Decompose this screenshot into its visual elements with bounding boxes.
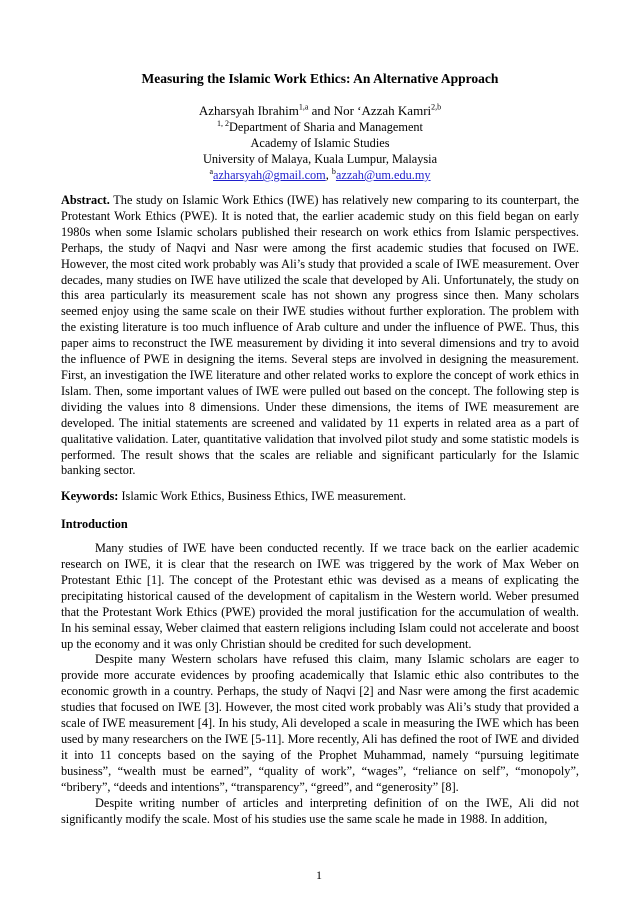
author-2-sup: 2,b xyxy=(431,102,442,112)
abstract xyxy=(61,193,579,479)
introduction-heading: Introduction xyxy=(61,517,128,532)
author-2: and Nor ‘Azzah Kamri xyxy=(308,103,432,118)
author-1: Azharsyah Ibrahim xyxy=(198,103,299,118)
affiliation-emails xyxy=(61,167,579,183)
email-2-sup: b xyxy=(331,166,336,176)
email-1-sup: a xyxy=(209,166,214,176)
author-line xyxy=(61,103,579,119)
intro-paragraph-2: Despite many Western scholars have refused this claim, many Islamic scholars are eager to provide more accurate evidences by proofing academically that Islamic ethic also contributes to the economic growth in a country. Perhaps, the study of Naqvi [2] and Nasr were among the first academic studies that focused on IWE [3]. However, the most cited work probably was Ali’s study that provided a scale of IWE measurement [4]. In his study, Ali developed a scale in measuring the IWE which has been used by many researchers on the IWE [5-11]. More recently, Ali has defined the root of IWE and divided it into 11 concepts based on the saying of the Prophet Muhammad, namely “pursuing legitimate business”, “wealth must be earned”, “quality of work”, “wages”, “reliance on self”, “monopoly”, “bribery”, “deeds and intentions”, “transparency”, “greed”, and “generosity” [8]. xyxy=(61,652,579,794)
dept-sup: 1, 2 xyxy=(217,118,230,128)
affiliation-dept xyxy=(61,119,579,135)
email-1-link[interactable]: azharsyah@gmail.com xyxy=(213,168,326,182)
page-number: 1 xyxy=(316,868,322,882)
paper-title: Measuring the Islamic Work Ethics: An Alternative Approach xyxy=(141,71,499,86)
keywords-label: Keywords: xyxy=(61,489,119,504)
affiliation-academy: Academy of Islamic Studies xyxy=(250,136,390,150)
email-2-link[interactable]: azzah@um.edu.my xyxy=(335,168,431,182)
affiliation-university: University of Malaya, Kuala Lumpur, Malaysia xyxy=(202,152,438,166)
keywords-text: Islamic Work Ethics, Business Ethics, IWE measurement. xyxy=(118,489,407,504)
abstract-label: Abstract. xyxy=(61,193,110,207)
keywords xyxy=(61,489,579,505)
abstract-text: The study on Islamic Work Ethics (IWE) has relatively new comparing to its counterpart, the Protestant Work Ethics (PWE). It is noted that, the earlier academic study on this field began on early 1980s when some Islamic scholars published their research on work ethics from Islamic perspectives. Perhaps, the study of Naqvi and Nasr were among the first academic studies that focused on IWE. However, the most cited work probably was Ali’s study that provided a scale of IWE measurement. Over decades, many studies on IWE have utilized the scale that developed by Ali. Unfortunately, the study on this area particularly its measurement scale has not shown any progress since then. Many scholars seemed enjoy using the same scale on their IWE studies without further exploration. The problem with the existing literature is too much influence of Arab culture and under the influence of PWE. Thus, this paper aims to reconstruct the IWE measurement by dividing it into several dimensions and try to avoid the influence of PWE in designing the items. Several steps are involved in designing the measurement. First, an investigation the IWE literature and other related works to explore the concept of work ethics in Islam. Then, some important values of IWE were pulled out based on the concept. The following step is dividing the values into 8 dimensions. Under these dimensions, the items of IWE measurement are developed. The initial statements are screened and validated by 11 experts in related area as a part of qualitative validation. Later, quantitative validation that involved pilot study and some statistic models is performed. The result shows that the scales are reliable and significant particularly for the Islamic banking sector. xyxy=(61,193,579,478)
intro-paragraph-1: Many studies of IWE have been conducted recently. If we trace back on the earlier academic research on IWE, it is clear that the research on IWE was triggered by the work of Max Weber on Protestant Ethic [1]. The concept of the Protestant ethic was devised as a means of explicating the precipitating historical caused of the development of capitalism in the Western world. Weber presumed that the Protestant Work Ethics (PWE) provided the moral justification for the accumulation of wealth. In his seminal essay, Weber claimed that eastern religions including Islam could not accelerate and boost up the economy and it was only Christian should be credited for such development. xyxy=(61,541,579,651)
email-separator: , xyxy=(325,168,332,182)
author-1-sup: 1,a xyxy=(298,102,309,112)
intro-paragraph-3: Despite writing number of articles and interpreting definition of on the IWE, Ali did not significantly modify the scale. Most of his studies use the same scale he made in 1988. In addition, xyxy=(61,795,579,826)
paper-page xyxy=(61,70,579,827)
dept-text: Department of Sharia and Management xyxy=(229,120,423,134)
